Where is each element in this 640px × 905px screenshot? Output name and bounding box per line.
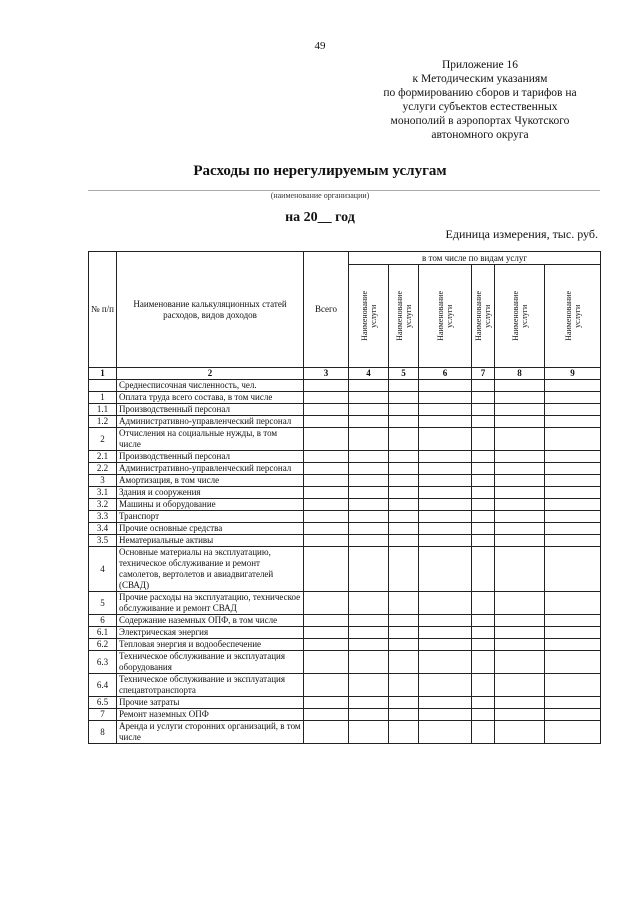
value-cell[interactable] [419, 523, 472, 535]
header-service-1 [349, 265, 389, 368]
table-row [89, 627, 601, 639]
row-item-name: Прочие затраты [117, 697, 304, 709]
value-cell[interactable] [389, 463, 419, 475]
value-cell[interactable] [349, 721, 389, 744]
table-row [89, 463, 601, 475]
row-item-name: Электрическая энергия [117, 627, 304, 639]
table-row [89, 451, 601, 463]
table-row [89, 416, 601, 428]
table-row [89, 511, 601, 523]
column-number: 3 [304, 368, 349, 380]
row-number: 5 [89, 592, 117, 615]
value-cell[interactable] [304, 535, 349, 547]
value-cell[interactable] [472, 674, 495, 697]
header-total: Всего [304, 252, 349, 368]
value-cell[interactable] [304, 416, 349, 428]
row-number: 6.1 [89, 627, 117, 639]
table-row [89, 547, 601, 592]
value-cell[interactable] [304, 451, 349, 463]
appendix-line: услуги субъектов естественных [402, 101, 558, 113]
value-cell[interactable] [304, 674, 349, 697]
value-cell[interactable] [545, 523, 601, 535]
row-number: 2.2 [89, 463, 117, 475]
value-cell[interactable] [304, 697, 349, 709]
row-number: 1.2 [89, 416, 117, 428]
value-cell[interactable] [349, 428, 389, 451]
row-item-name: Техническое обслуживание и эксплуатация оборудования [117, 651, 304, 674]
value-cell[interactable] [472, 592, 495, 615]
row-item-name: Административно-управленческий персонал [117, 463, 304, 475]
value-cell[interactable] [349, 404, 389, 416]
table-row [89, 651, 601, 674]
value-cell[interactable] [472, 404, 495, 416]
row-item-name: Производственный персонал [117, 404, 304, 416]
value-cell[interactable] [419, 499, 472, 511]
value-cell[interactable] [349, 463, 389, 475]
value-cell[interactable] [495, 592, 545, 615]
appendix-line: по формированию сборов и тарифов на [383, 87, 577, 99]
value-cell[interactable] [304, 380, 349, 392]
row-item-name: Техническое обслуживание и эксплуатация спецавтотранспорта [117, 674, 304, 697]
value-cell[interactable] [472, 721, 495, 744]
value-cell[interactable] [349, 547, 389, 592]
row-number [89, 380, 117, 392]
value-cell[interactable] [545, 535, 601, 547]
value-cell[interactable] [545, 463, 601, 475]
table-row [89, 428, 601, 451]
appendix-line: монополий в аэропортах Чукотского [390, 115, 570, 127]
row-item-name: Амортизация, в том числе [117, 475, 304, 487]
value-cell[interactable] [304, 499, 349, 511]
row-item-name: Содержание наземных ОПФ, в том числе [117, 615, 304, 627]
service-label: Наименование услуги [510, 291, 529, 341]
value-cell[interactable] [389, 475, 419, 487]
row-item-name: Основные материалы на эксплуатацию, техническое обслуживание и ремонт самолетов, вертолетов и авиадвигателей (СВАД) [117, 547, 304, 592]
value-cell[interactable] [304, 523, 349, 535]
value-cell[interactable] [495, 451, 545, 463]
value-cell[interactable] [304, 463, 349, 475]
column-numbers-row [89, 368, 601, 380]
row-number: 1.1 [89, 404, 117, 416]
value-cell[interactable] [389, 709, 419, 721]
value-cell[interactable] [545, 697, 601, 709]
table-row [89, 523, 601, 535]
row-number: 8 [89, 721, 117, 744]
value-cell[interactable] [419, 639, 472, 651]
value-cell[interactable] [545, 721, 601, 744]
value-cell[interactable] [545, 592, 601, 615]
value-cell[interactable] [419, 535, 472, 547]
appendix-note [360, 58, 600, 142]
table-row [89, 392, 601, 404]
value-cell[interactable] [495, 523, 545, 535]
appendix-line: автономного округа [431, 129, 529, 141]
value-cell[interactable] [495, 639, 545, 651]
table-row [89, 592, 601, 615]
row-item-name: Административно-управленческий персонал [117, 416, 304, 428]
value-cell[interactable] [545, 674, 601, 697]
row-number: 3.5 [89, 535, 117, 547]
value-cell[interactable] [349, 416, 389, 428]
value-cell[interactable] [389, 392, 419, 404]
value-cell[interactable] [304, 627, 349, 639]
row-number: 6.3 [89, 651, 117, 674]
value-cell[interactable] [304, 547, 349, 592]
value-cell[interactable] [349, 592, 389, 615]
table-row [89, 475, 601, 487]
value-cell[interactable] [472, 697, 495, 709]
value-cell[interactable] [389, 547, 419, 592]
row-number: 7 [89, 709, 117, 721]
value-cell[interactable] [389, 674, 419, 697]
value-cell[interactable] [304, 709, 349, 721]
table-row [89, 709, 601, 721]
service-label: Наименование услуги [436, 291, 454, 341]
value-cell[interactable] [495, 721, 545, 744]
value-cell[interactable] [472, 511, 495, 523]
row-number: 6.2 [89, 639, 117, 651]
header-service-2 [389, 265, 419, 368]
value-cell[interactable] [545, 451, 601, 463]
row-number: 3.1 [89, 487, 117, 499]
value-cell[interactable] [472, 475, 495, 487]
expenses-table [88, 251, 601, 744]
value-cell[interactable] [349, 487, 389, 499]
value-cell[interactable] [472, 615, 495, 627]
value-cell[interactable] [349, 535, 389, 547]
table-row [89, 404, 601, 416]
header-service-4 [472, 265, 495, 368]
value-cell[interactable] [472, 416, 495, 428]
value-cell[interactable] [389, 615, 419, 627]
value-cell[interactable] [304, 639, 349, 651]
column-number: 1 [89, 368, 117, 380]
value-cell[interactable] [349, 523, 389, 535]
value-cell[interactable] [389, 639, 419, 651]
table-row [89, 721, 601, 744]
row-number: 4 [89, 547, 117, 592]
table-row [89, 487, 601, 499]
value-cell[interactable] [304, 404, 349, 416]
value-cell[interactable] [304, 487, 349, 499]
unit-label: Единица измерения, тыс. руб. [445, 227, 598, 241]
value-cell[interactable] [472, 428, 495, 451]
table-row [89, 697, 601, 709]
service-label: Наименование услуги [563, 291, 582, 341]
value-cell[interactable] [495, 615, 545, 627]
value-cell[interactable] [389, 627, 419, 639]
value-cell[interactable] [495, 416, 545, 428]
page-title: Расходы по нерегулируемым услугам [193, 163, 447, 179]
value-cell[interactable] [472, 651, 495, 674]
table-row [89, 615, 601, 627]
value-cell[interactable] [349, 499, 389, 511]
table-row [89, 639, 601, 651]
table-row [89, 499, 601, 511]
value-cell[interactable] [389, 451, 419, 463]
value-cell[interactable] [545, 392, 601, 404]
row-number: 6 [89, 615, 117, 627]
value-cell[interactable] [389, 404, 419, 416]
row-number: 2 [89, 428, 117, 451]
value-cell[interactable] [472, 523, 495, 535]
value-cell[interactable] [419, 416, 472, 428]
value-cell[interactable] [389, 535, 419, 547]
row-item-name: Нематериальные активы [117, 535, 304, 547]
value-cell[interactable] [419, 380, 472, 392]
value-cell[interactable] [495, 428, 545, 451]
header-name: Наименование калькуляционных статей расходов, видов доходов [117, 252, 304, 368]
header-service-6 [545, 265, 601, 368]
value-cell[interactable] [545, 651, 601, 674]
value-cell[interactable] [389, 697, 419, 709]
table-row [89, 535, 601, 547]
value-cell[interactable] [472, 451, 495, 463]
value-cell[interactable] [349, 392, 389, 404]
value-cell[interactable] [419, 451, 472, 463]
value-cell[interactable] [419, 547, 472, 592]
value-cell[interactable] [545, 709, 601, 721]
value-cell[interactable] [545, 547, 601, 592]
row-item-name: Ремонт наземных ОПФ [117, 709, 304, 721]
value-cell[interactable] [545, 499, 601, 511]
value-cell[interactable] [304, 428, 349, 451]
value-cell[interactable] [495, 463, 545, 475]
row-item-name: Отчисления на социальные нужды, в том числе [117, 428, 304, 451]
value-cell[interactable] [472, 639, 495, 651]
value-cell[interactable] [495, 547, 545, 592]
value-cell[interactable] [304, 475, 349, 487]
value-cell[interactable] [495, 697, 545, 709]
value-cell[interactable] [304, 592, 349, 615]
value-cell[interactable] [304, 511, 349, 523]
row-item-name: Среднесписочная численность, чел. [117, 380, 304, 392]
row-number: 2.1 [89, 451, 117, 463]
value-cell[interactable] [495, 535, 545, 547]
service-label: Наименование услуги [359, 291, 378, 341]
value-cell[interactable] [472, 709, 495, 721]
header-service-3 [419, 265, 472, 368]
column-number: 5 [389, 368, 419, 380]
row-item-name: Производственный персонал [117, 451, 304, 463]
value-cell[interactable] [389, 499, 419, 511]
row-number: 3.3 [89, 511, 117, 523]
value-cell[interactable] [545, 639, 601, 651]
value-cell[interactable] [495, 475, 545, 487]
value-cell[interactable] [545, 380, 601, 392]
value-cell[interactable] [389, 487, 419, 499]
value-cell[interactable] [389, 380, 419, 392]
column-number: 2 [117, 368, 304, 380]
row-item-name: Тепловая энергия и водообеспечение [117, 639, 304, 651]
appendix-line: к Методическим указаниям [412, 73, 548, 85]
value-cell[interactable] [389, 592, 419, 615]
row-number: 1 [89, 392, 117, 404]
column-number: 7 [472, 368, 495, 380]
value-cell[interactable] [419, 404, 472, 416]
value-cell[interactable] [304, 651, 349, 674]
row-item-name: Здания и сооружения [117, 487, 304, 499]
column-number: 9 [545, 368, 601, 380]
row-item-name: Транспорт [117, 511, 304, 523]
value-cell[interactable] [495, 487, 545, 499]
value-cell[interactable] [419, 592, 472, 615]
value-cell[interactable] [495, 709, 545, 721]
row-item-name: Прочие основные средства [117, 523, 304, 535]
row-number: 3.4 [89, 523, 117, 535]
column-number: 6 [419, 368, 472, 380]
value-cell[interactable] [419, 651, 472, 674]
year-heading: на 20__ год [285, 210, 355, 225]
value-cell[interactable] [495, 627, 545, 639]
value-cell[interactable] [389, 651, 419, 674]
value-cell[interactable] [545, 615, 601, 627]
value-cell[interactable] [419, 615, 472, 627]
value-cell[interactable] [472, 463, 495, 475]
value-cell[interactable] [419, 428, 472, 451]
value-cell[interactable] [419, 627, 472, 639]
service-label: Наименование услуги [474, 291, 492, 341]
value-cell[interactable] [472, 547, 495, 592]
value-cell[interactable] [472, 535, 495, 547]
value-cell[interactable] [349, 674, 389, 697]
page-number: 49 [314, 40, 326, 52]
value-cell[interactable] [472, 392, 495, 404]
value-cell[interactable] [389, 511, 419, 523]
value-cell[interactable] [419, 475, 472, 487]
value-cell[interactable] [419, 697, 472, 709]
column-number: 8 [495, 368, 545, 380]
value-cell[interactable] [419, 709, 472, 721]
value-cell[interactable] [419, 487, 472, 499]
row-item-name: Аренда и услуги сторонних организаций, в том числе [117, 721, 304, 744]
value-cell[interactable] [389, 428, 419, 451]
value-cell[interactable] [419, 392, 472, 404]
header-num: № п/п [89, 252, 117, 368]
value-cell[interactable] [304, 721, 349, 744]
value-cell[interactable] [545, 511, 601, 523]
value-cell[interactable] [349, 651, 389, 674]
header-services-group: в том числе по видам услуг [349, 252, 601, 265]
value-cell[interactable] [419, 511, 472, 523]
row-item-name: Прочие расходы на эксплуатацию, техническое обслуживание и ремонт СВАД [117, 592, 304, 615]
value-cell[interactable] [545, 487, 601, 499]
row-item-name: Машины и оборудование [117, 499, 304, 511]
value-cell[interactable] [419, 721, 472, 744]
value-cell[interactable] [495, 499, 545, 511]
value-cell[interactable] [349, 639, 389, 651]
organization-caption: (наименование организации) [270, 191, 370, 200]
row-number: 6.5 [89, 697, 117, 709]
header-row [89, 252, 601, 265]
value-cell[interactable] [349, 475, 389, 487]
row-number: 3 [89, 475, 117, 487]
value-cell[interactable] [419, 463, 472, 475]
value-cell[interactable] [349, 627, 389, 639]
value-cell[interactable] [545, 416, 601, 428]
value-cell[interactable] [472, 380, 495, 392]
row-item-name: Оплата труда всего состава, в том числе [117, 392, 304, 404]
row-number: 3.2 [89, 499, 117, 511]
value-cell[interactable] [389, 523, 419, 535]
service-label: Наименование услуги [394, 291, 413, 341]
value-cell[interactable] [495, 380, 545, 392]
value-cell[interactable] [304, 392, 349, 404]
value-cell[interactable] [495, 392, 545, 404]
value-cell[interactable] [349, 451, 389, 463]
value-cell[interactable] [389, 416, 419, 428]
value-cell[interactable] [472, 487, 495, 499]
value-cell[interactable] [419, 674, 472, 697]
row-number: 6.4 [89, 674, 117, 697]
value-cell[interactable] [545, 475, 601, 487]
value-cell[interactable] [389, 721, 419, 744]
value-cell[interactable] [545, 404, 601, 416]
value-cell[interactable] [545, 428, 601, 451]
value-cell[interactable] [349, 511, 389, 523]
value-cell[interactable] [495, 651, 545, 674]
value-cell[interactable] [349, 709, 389, 721]
value-cell[interactable] [495, 674, 545, 697]
value-cell[interactable] [349, 615, 389, 627]
value-cell[interactable] [545, 627, 601, 639]
value-cell[interactable] [472, 499, 495, 511]
value-cell[interactable] [349, 697, 389, 709]
value-cell[interactable] [495, 404, 545, 416]
appendix-line: Приложение 16 [441, 59, 519, 71]
table-row [89, 674, 601, 697]
value-cell[interactable] [304, 615, 349, 627]
column-number: 4 [349, 368, 389, 380]
header-service-5 [495, 265, 545, 368]
value-cell[interactable] [349, 380, 389, 392]
value-cell[interactable] [472, 627, 495, 639]
value-cell[interactable] [495, 511, 545, 523]
table-row [89, 380, 601, 392]
